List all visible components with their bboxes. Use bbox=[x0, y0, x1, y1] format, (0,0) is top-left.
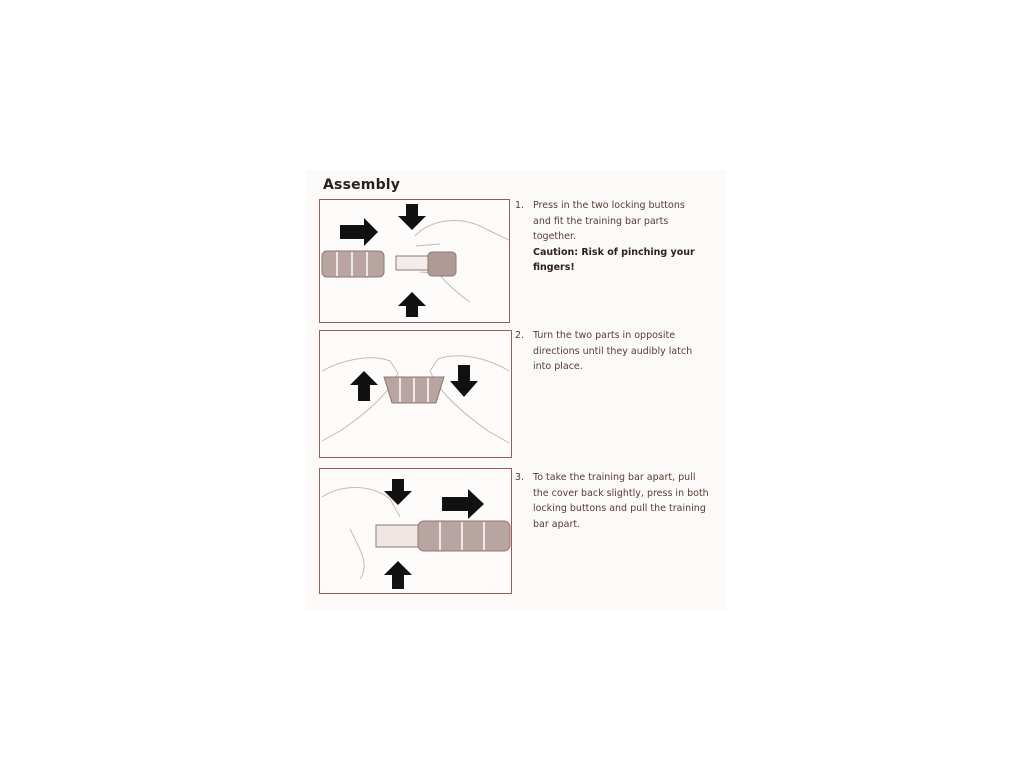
step-text-line: bar apart. bbox=[533, 518, 581, 530]
step-text-line: locking buttons and pull the training bbox=[533, 503, 706, 514]
step-text-line: and fit the training bar parts bbox=[533, 215, 669, 227]
arrow-up-icon bbox=[384, 561, 412, 589]
step-text-line: directions until they audibly latch bbox=[533, 345, 693, 357]
illustration-panel-2 bbox=[319, 330, 512, 458]
arrow-up-icon bbox=[350, 371, 378, 401]
step-text-line: To take the training bar apart, pull bbox=[533, 472, 696, 483]
illustration-panel-1 bbox=[319, 199, 510, 323]
step-text-line: Press in the two locking buttons bbox=[533, 200, 685, 211]
step-number: 3. bbox=[515, 472, 525, 483]
step-number: 1. bbox=[515, 200, 525, 211]
arrow-down-icon bbox=[398, 204, 426, 230]
arrow-down-icon bbox=[384, 479, 412, 505]
caution-text: Caution: Risk of pinching your bbox=[533, 246, 695, 258]
step-text-line: Turn the two parts in opposite bbox=[533, 330, 676, 341]
step-text-line: the cover back slightly, press in both bbox=[533, 487, 709, 499]
arrow-right-icon bbox=[442, 489, 484, 519]
arrow-right-icon bbox=[340, 218, 378, 246]
arrow-down-icon bbox=[450, 365, 478, 397]
training-bar-left bbox=[322, 251, 384, 277]
arrow-up-icon bbox=[398, 292, 426, 317]
step-text-line: into place. bbox=[533, 361, 583, 372]
step-text-line: together. bbox=[533, 231, 577, 242]
step-number: 2. bbox=[515, 330, 525, 341]
illustration-panel-3 bbox=[319, 468, 512, 594]
training-bar bbox=[376, 521, 510, 551]
training-bar-joined bbox=[384, 377, 444, 403]
section-title: Assembly bbox=[323, 177, 401, 193]
caution-text: fingers! bbox=[533, 262, 575, 273]
